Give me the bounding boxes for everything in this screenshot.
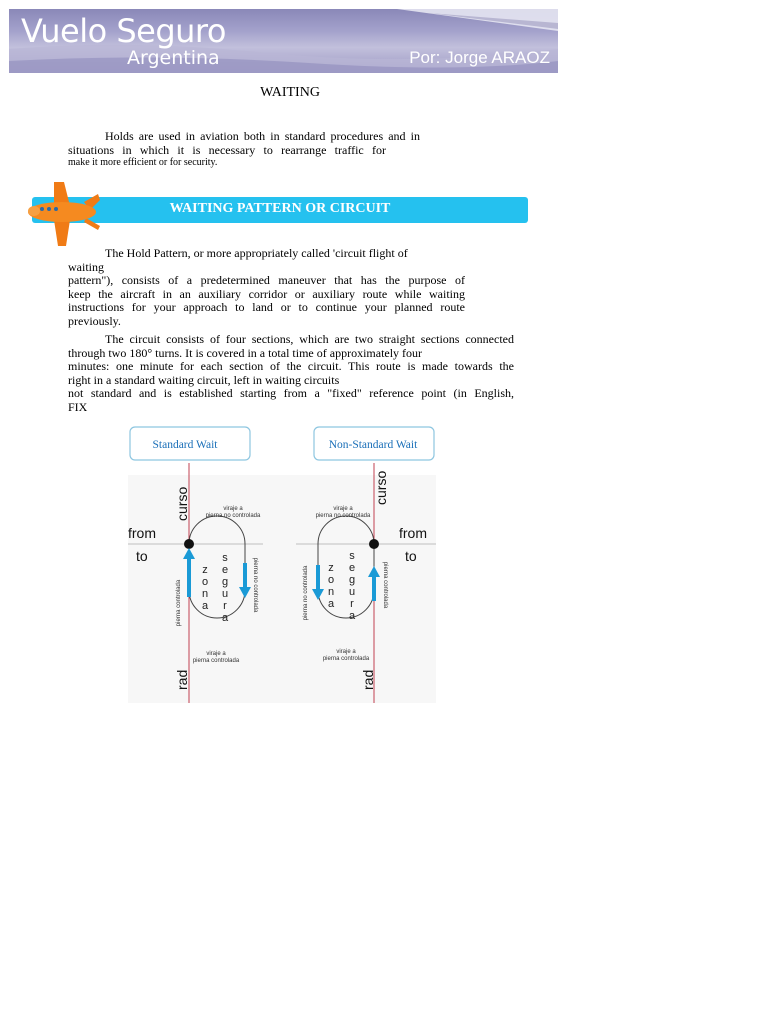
turn-bottom-label-2: pierna controlada bbox=[192, 658, 240, 664]
svg-text:s: s bbox=[349, 550, 355, 562]
svg-text:a: a bbox=[201, 600, 209, 612]
svg-text:a: a bbox=[327, 598, 335, 610]
page-title: WAITING bbox=[260, 85, 320, 100]
turn-top-label-2: pierna no controlada bbox=[315, 513, 371, 519]
svg-text:n: n bbox=[201, 588, 209, 600]
paragraph-line: keep the aircraft in an auxiliary corridor or auxiliary route while waiting bbox=[68, 286, 465, 301]
paragraph-circuit bbox=[68, 333, 514, 414]
leg-uncontrolled-label: pierna no controlada bbox=[252, 557, 258, 613]
svg-text:s: s bbox=[222, 552, 228, 564]
leg-controlled-label: pierna controlada bbox=[176, 579, 182, 627]
intro-line: situations in which it is necessary to rearrange traffic for bbox=[68, 142, 386, 157]
paragraph-line: The circuit consists of four sections, which are two straight sections connected bbox=[105, 332, 514, 346]
holding-pattern-diagram bbox=[128, 425, 438, 705]
svg-text:e: e bbox=[348, 562, 356, 574]
svg-text:u: u bbox=[221, 588, 229, 600]
rad-label: rad bbox=[360, 669, 376, 690]
fix-point bbox=[369, 539, 379, 549]
leg-uncontrolled-label: pierna no controlada bbox=[303, 565, 309, 621]
svg-text:g: g bbox=[348, 574, 356, 586]
airplane-icon bbox=[24, 180, 104, 248]
svg-text:z: z bbox=[202, 564, 208, 576]
brand-subtitle: Argentina bbox=[127, 47, 220, 69]
intro-line: make it more efficient or for security. bbox=[68, 157, 218, 168]
svg-text:e: e bbox=[221, 564, 229, 576]
fix-point bbox=[184, 539, 194, 549]
paragraph-line: through two 180° turns. It is covered in a total time of approximately four bbox=[68, 345, 423, 360]
paragraph-hold-pattern bbox=[68, 247, 465, 328]
paragraph-line: The Hold Pattern, or more appropriately called 'circuit flight of bbox=[105, 246, 408, 260]
rad-label: rad bbox=[174, 669, 190, 690]
paragraph-line: previously. bbox=[68, 313, 121, 328]
from-label: from bbox=[399, 525, 427, 541]
curso-label: curso bbox=[174, 486, 190, 521]
turn-top-label: viraje a bbox=[333, 506, 353, 512]
nonstandard-wait-box bbox=[314, 427, 434, 460]
svg-text:r: r bbox=[350, 598, 354, 610]
svg-text:u: u bbox=[348, 586, 356, 598]
svg-text:a: a bbox=[348, 610, 356, 622]
nonstandard-wait-label: Non-Standard Wait bbox=[328, 439, 418, 451]
svg-text:a: a bbox=[221, 612, 229, 624]
to-label: to bbox=[136, 548, 148, 564]
brand-title: Vuelo Seguro bbox=[21, 12, 226, 50]
turn-top-label-2: pierna no controlada bbox=[205, 513, 261, 519]
paragraph-line: instructions for your approach to land or to continue your planned route bbox=[68, 300, 465, 314]
intro-paragraph bbox=[68, 130, 420, 169]
to-label: to bbox=[405, 548, 417, 564]
svg-text:g: g bbox=[221, 576, 229, 588]
intro-line: Holds are used in aviation both in standard procedures and in bbox=[105, 129, 420, 143]
svg-text:o: o bbox=[201, 576, 209, 588]
curso-label: curso bbox=[373, 470, 389, 505]
wing-shape bbox=[397, 9, 558, 31]
svg-text:z: z bbox=[328, 562, 334, 574]
paragraph-line: waiting bbox=[68, 259, 104, 274]
svg-text:o: o bbox=[327, 574, 335, 586]
header-banner bbox=[9, 9, 558, 73]
paragraph-line: minutes: one minute for each section of the circuit. This route is made towards the bbox=[68, 359, 514, 373]
svg-text:n: n bbox=[327, 586, 335, 598]
paragraph-line: FIX bbox=[68, 399, 88, 414]
section-title: WAITING PATTERN OR CIRCUIT bbox=[169, 201, 391, 216]
svg-text:r: r bbox=[223, 600, 227, 612]
leg-controlled-label: pierna controlada bbox=[382, 561, 388, 609]
turn-bottom-label: viraje a bbox=[336, 649, 356, 655]
paragraph-line: right in a standard waiting circuit, left in waiting circuits bbox=[68, 372, 340, 387]
section-heading-bar bbox=[32, 197, 528, 223]
author-label: Por: Jorge ARAOZ bbox=[409, 48, 550, 67]
from-label: from bbox=[128, 525, 156, 541]
turn-top-label: viraje a bbox=[223, 506, 243, 512]
paragraph-line: pattern"), consists of a predetermined maneuver that has the purpose of bbox=[68, 273, 465, 287]
paragraph-line: not standard and is established starting from a "fixed" reference point (in English, bbox=[68, 386, 514, 400]
turn-bottom-label: viraje a bbox=[206, 651, 226, 657]
turn-bottom-label-2: pierna controlada bbox=[322, 656, 370, 662]
standard-wait-box bbox=[130, 427, 250, 460]
standard-wait-label: Standard Wait bbox=[152, 439, 218, 451]
